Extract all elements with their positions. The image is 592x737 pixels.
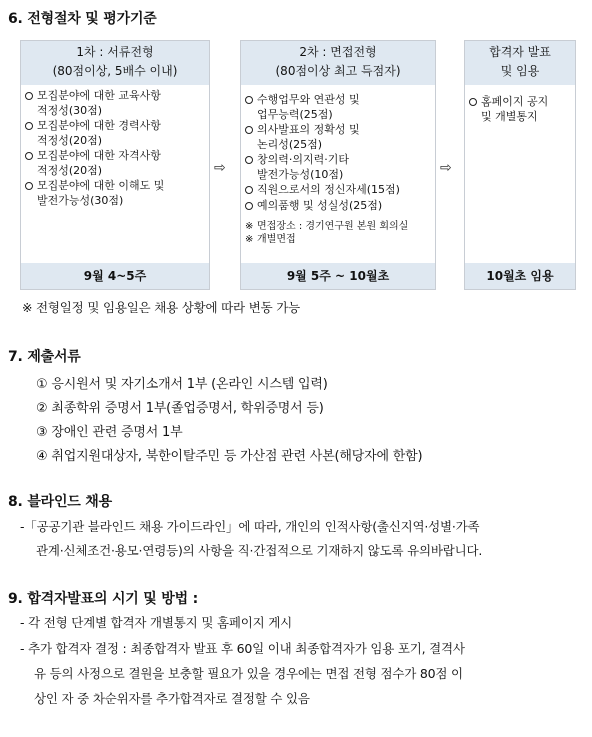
list-item: 모집분야에 대한 경력사항 적정성(20점): [25, 119, 207, 148]
circle-bullet-icon: [245, 96, 253, 104]
section-9-title: 9. 합격자발표의 시기 및 방법 :: [8, 591, 198, 607]
document-item: ① 응시원서 및 자기소개서 1부 (온라인 시스템 입력): [36, 377, 328, 392]
paragraph-line: 상인 자 중 차순위자를 추가합격자로 결정할 수 있음: [34, 691, 310, 706]
list-item: 홈페이지 공지 및 개별통지: [469, 95, 573, 124]
paragraph-line: 관계·신체조건·용모·연령등)의 사항을 직·간접적으로 기재하지 않도록 유의바랍니다.: [36, 543, 483, 558]
circle-bullet-icon: [245, 156, 253, 164]
stage2-header-line2: (80점이상 최고 득점자): [275, 64, 401, 78]
stage1-header-line2: (80점이상, 5배수 이내): [52, 64, 178, 78]
circle-bullet-icon: [25, 92, 33, 100]
list-item: 직원으로서의 정신자세(15점): [245, 183, 433, 198]
stage3-box: [464, 40, 576, 290]
list-item: 모집분야에 대한 교육사항 적정성(30점): [25, 89, 207, 118]
stage2-header-line1: 2차 : 면접전형: [299, 45, 377, 59]
stage2-header: [241, 41, 435, 85]
list-item: 의사발표의 정확성 및 논리성(25점): [245, 123, 433, 152]
circle-bullet-icon: [245, 186, 253, 194]
list-item: 예의품행 및 성실성(25점): [245, 199, 433, 214]
circle-bullet-icon: [25, 122, 33, 130]
stage3-schedule: 10월초 임용: [465, 263, 575, 289]
list-item: 창의력·의지력·기타 발전가능성(10점): [245, 153, 433, 182]
stage1-header-line1: 1차 : 서류전형: [76, 45, 154, 59]
paragraph-line: - 추가 합격자 결정 : 최종합격자 발표 후 60일 이내 최종합격자가 임용 포기, 결격사: [20, 641, 465, 656]
paragraph-line: -「공공기관 블라인드 채용 가이드라인」에 따라, 개인의 인적사항(출신지역·성별·가족: [20, 519, 480, 534]
interview-note: ※ 개별면접: [245, 234, 296, 245]
stage2-schedule: 9월 5주 ~ 10월초: [241, 263, 435, 289]
list-item: 모집분야에 대한 자격사항 적정성(20점): [25, 149, 207, 178]
arrow-right-icon: ⇨: [440, 160, 452, 176]
list-item: 수행업무와 연관성 및 업무능력(25점): [245, 93, 433, 122]
circle-bullet-icon: [469, 98, 477, 106]
document-item: ③ 장애인 관련 증명서 1부: [36, 425, 183, 440]
reference-mark-icon: ※: [245, 221, 254, 232]
circle-bullet-icon: [25, 152, 33, 160]
stage3-header-line1: 합격자 발표: [489, 45, 551, 59]
stage3-header-line2: 및 임용: [500, 64, 540, 78]
section-6-title: 6. 전형절차 및 평가기준: [8, 11, 157, 27]
section-7-title: 7. 제출서류: [8, 349, 81, 365]
stage1-box: [20, 40, 210, 290]
stage3-criteria: [469, 95, 573, 125]
paragraph-line: 유 등의 사정으로 결원을 보충할 필요가 있을 경우에는 면접 전형 점수가 80점 이: [34, 666, 463, 681]
stage2-box: [240, 40, 436, 290]
stage3-header: [465, 41, 575, 85]
interview-note: ※ 면접장소 : 경기연구원 본원 회의실: [245, 221, 409, 232]
circle-bullet-icon: [245, 126, 253, 134]
document-item: ② 최종학위 증명서 1부(졸업증명서, 학위증명서 등): [36, 401, 324, 416]
document-item: ④ 취업지원대상자, 북한이탈주민 등 가산점 관련 사본(해당자에 한함): [36, 449, 423, 464]
paragraph-line: - 각 전형 단계별 합격자 개별통지 및 홈페이지 게시: [20, 615, 292, 630]
list-item: 모집분야에 대한 이해도 및 발전가능성(30점): [25, 179, 207, 208]
schedule-footnote: ※ 전형일정 및 임용일은 채용 상황에 따라 변동 가능: [22, 300, 300, 315]
stage1-criteria: [25, 89, 207, 209]
arrow-right-icon: ⇨: [214, 160, 226, 176]
stage1-header: [21, 41, 209, 85]
circle-bullet-icon: [245, 202, 253, 210]
stage2-criteria: [245, 93, 433, 246]
reference-mark-icon: ※: [245, 234, 254, 245]
section-8-title: 8. 블라인드 채용: [8, 494, 112, 510]
stage1-schedule: 9월 4~5주: [21, 263, 209, 289]
circle-bullet-icon: [25, 182, 33, 190]
